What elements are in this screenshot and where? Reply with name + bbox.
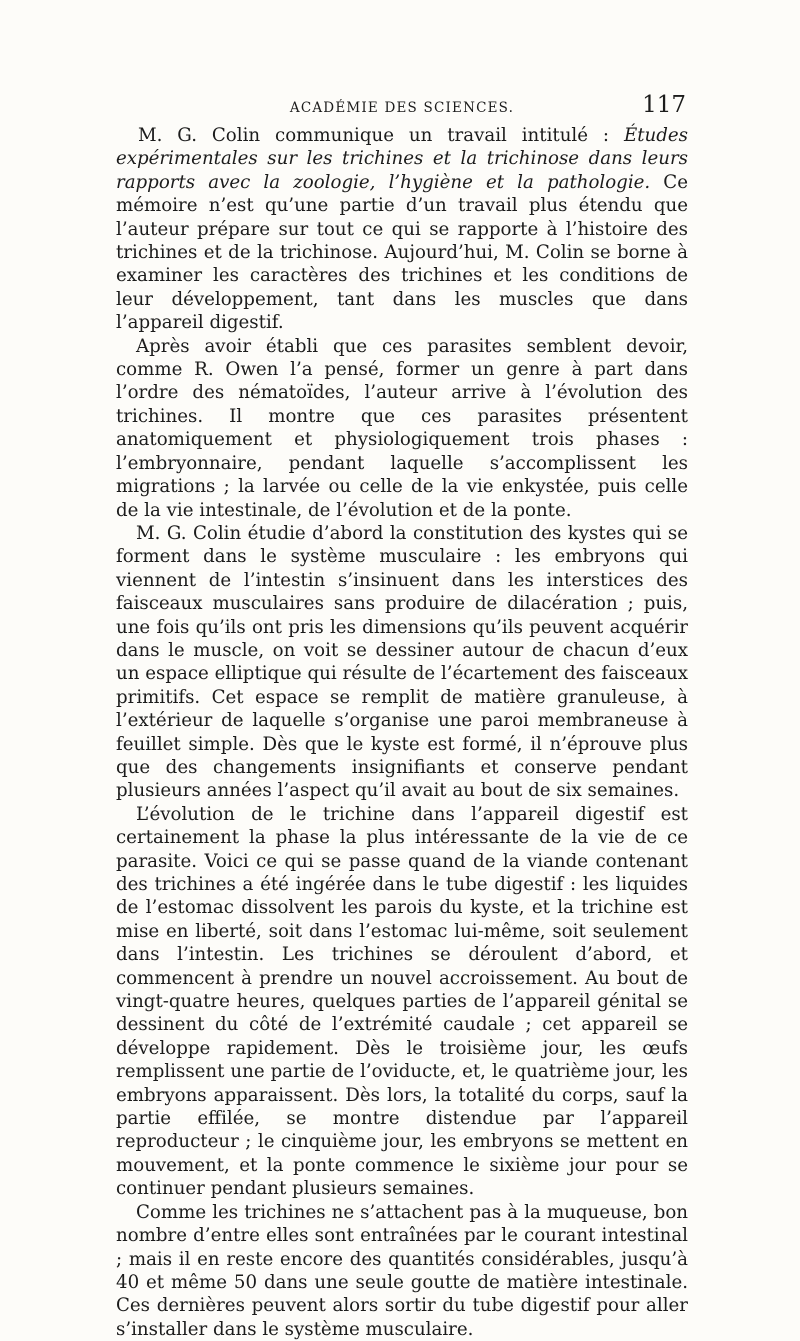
paragraph-1 [116, 124, 688, 335]
paragraph-5: Comme les trichines ne s’attachent pas à la muqueuse, bon nombre d’entre elles sont entraînées par le courant intestinal ; mais il en reste encore des quantités considérables, jusqu’à 40 et même 50 dans une seule goutte de matière intestinale. Ces dernières peuvent alors sortir du tube digestif pour aller s’installer dans le système musculaire. [116, 1201, 688, 1340]
paragraph-4: L’évolution de le trichine dans l’appareil digestif est certainement la phase la plus intéressante de la vie de ce parasite. Voici ce qui se passe quand de la viande contenant des trichines a été ingérée dans le tube digestif : les liquides de l’estomac dissolvent les parois du kyste, et la trichine est mise en liberté, soit dans l’estomac lui-même, soit seulement dans l’intestin. Les trichines se déroulent d’abord, et commencent à prendre un nouvel accroissement. Au bout de vingt-quatre heures, quelques parties de l’appareil génital se dessinent du côté de l’extrémité caudale ; cet appareil se développe rapidement. Dès le troisième jour, les œufs remplissent une partie de l’oviducte, et, le quatrième jour, les embryons apparaissent. Dès lors, la totalité du corps, sauf la partie effilée, se montre distendue par l’appareil reproducteur ; le cinquième jour, les embryons se mettent en mouvement, et la ponte commence le sixième jour pour se continuer pendant plusieurs semaines. [116, 803, 688, 1200]
paragraph-3: M. G. Colin étudie d’abord la constitution des kystes qui se forment dans le système musculaire : les embryons qui viennent de l’intestin s’insinuent dans les interstices des faisceaux musculaires sans produire de dilacération ; puis, une fois qu’ils ont pris les dimensions qu’ils peuvent acquérir dans le muscle, on voit se dessiner autour de chacun d’eux un espace elliptique qui résulte de l’écartement des faisceaux primitifs. Cet espace se remplit de matière granuleuse, à l’extérieur de laquelle s’organise une paroi membraneuse à feuillet simple. Dès que le kyste est formé, il n’éprouve plus que des changements insignifiants et conserve pendant plusieurs années l’aspect qu’il avait au bout de six semaines. [116, 522, 688, 802]
work-title: Études expérimentales sur les trichines et la trichinose dans leurs rapports avec la zoologie, l’hygiène et la pathologie. [116, 125, 688, 193]
page-header [118, 94, 686, 122]
running-head: ACADÉMIE DES SCIENCES. [289, 100, 515, 116]
paragraph-1-rest: Ce mémoire n’est qu’une partie d’un travail plus étendu que l’auteur prépare sur tout ce qui se rapporte à l’histoire des trichines et de la trichinose. Aujourd’hui, M. Colin se borne à examiner les caractères des trichines et les conditions de leur développement, tant dans les muscles que dans l’appareil digestif. [116, 171, 688, 334]
body-text [116, 124, 688, 1341]
paragraph-1-lead: M. G. Colin communique un travail intitulé : [138, 125, 624, 146]
page-number: 117 [642, 92, 686, 118]
paragraph-2: Après avoir établi que ces parasites semblent devoir, comme R. Owen l’a pensé, former un genre à part dans l’ordre des nématoïdes, l’auteur arrive à l’évolution des trichines. Il montre que ces parasites présentent anatomiquement et physiologiquement trois phases : l’embryonnaire, pendant laquelle s’accomplissent les migrations ; la larvée ou celle de la vie enkystée, puis celle de la vie intestinale, de l’évolution et de la ponte. [116, 335, 688, 521]
